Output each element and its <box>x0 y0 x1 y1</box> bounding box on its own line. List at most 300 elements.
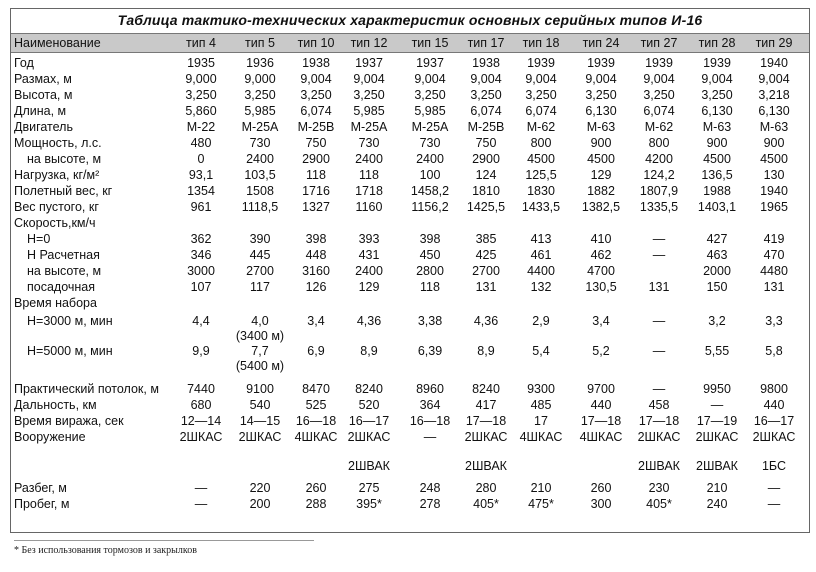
table-cell: 1937 <box>416 56 444 70</box>
table-cell: 3,250 <box>585 88 617 102</box>
table-cell: 6,130 <box>758 104 790 118</box>
table-cell: 2,9 <box>532 314 550 328</box>
table-cell: 7440 <box>187 382 215 396</box>
table-cell: 1935 <box>187 56 215 70</box>
table-cell: 680 <box>190 398 212 412</box>
header-type: тип 12 <box>350 36 388 50</box>
table-cell: — <box>710 398 724 412</box>
header-type: тип 29 <box>755 36 793 50</box>
table-cell: 2ШКАС <box>238 430 282 444</box>
table-cell: 413 <box>530 232 552 246</box>
row-label: Длина, м <box>14 104 67 118</box>
table-cell: М-63 <box>586 120 616 134</box>
row-label: Нагрузка, кг/м² <box>14 168 100 182</box>
row-label: Пробег, м <box>14 497 70 511</box>
table-cell: 12—14 <box>180 414 222 428</box>
table-cell: 800 <box>648 136 670 150</box>
table-cell: 2700 <box>472 264 500 278</box>
table-cell: 3,250 <box>353 88 385 102</box>
table-cell: 3000 <box>187 264 215 278</box>
table-cell: М-62 <box>526 120 556 134</box>
table-cell: 2ШВАК <box>465 459 507 473</box>
row-label: Скорость,км/ч <box>14 216 96 230</box>
table-cell: 136,5 <box>701 168 733 182</box>
table-row <box>11 264 809 279</box>
table-cell: 4,36 <box>356 314 382 328</box>
table-cell: — <box>652 344 666 358</box>
table-cell: 17 <box>534 414 548 428</box>
table-cell: — <box>767 497 781 511</box>
table-cell: 1354 <box>187 184 215 198</box>
table-cell: 17—18 <box>580 414 622 428</box>
table-cell: 288 <box>305 497 327 511</box>
table-cell: 17—18 <box>638 414 680 428</box>
table-cell: 16—17 <box>753 414 795 428</box>
table-row <box>11 344 809 373</box>
table-cell: 103,5 <box>244 168 276 182</box>
table-cell: 131 <box>763 280 785 294</box>
table-cell: 540 <box>249 398 271 412</box>
table-cell: 393 <box>358 232 380 246</box>
table-cell: 16—18 <box>409 414 451 428</box>
table-cell: 2900 <box>302 152 330 166</box>
table-cell: 2900 <box>472 152 500 166</box>
table-cell: М-62 <box>644 120 674 134</box>
table-row <box>11 296 809 311</box>
table-cell: 417 <box>475 398 497 412</box>
table-cell: 4500 <box>587 152 615 166</box>
table-cell: 4,0 <box>251 314 269 328</box>
table-cell: 3160 <box>302 264 330 278</box>
table-cell: 3,250 <box>414 88 446 102</box>
table-cell: 1965 <box>760 200 788 214</box>
table-cell: 3,250 <box>185 88 217 102</box>
table-cell: 448 <box>305 248 327 262</box>
table-cell: 9,004 <box>758 72 790 86</box>
table-row <box>11 200 809 215</box>
table-cell: 248 <box>419 481 441 495</box>
table-cell: 124 <box>475 168 497 182</box>
table-row <box>11 248 809 263</box>
table-cell: 525 <box>305 398 327 412</box>
table-cell: 130,5 <box>585 280 617 294</box>
table-cell: 5,860 <box>185 104 217 118</box>
table-cell: 9,9 <box>192 344 210 358</box>
table-cell: 240 <box>706 497 728 511</box>
table-cell: 480 <box>190 136 212 150</box>
table-cell: 16—18 <box>295 414 337 428</box>
table-cell: 1425,5 <box>466 200 506 214</box>
table-cell: 3,250 <box>470 88 502 102</box>
header-type: тип 27 <box>640 36 678 50</box>
table-cell: 2400 <box>355 264 383 278</box>
table-cell: 5,8 <box>765 344 783 358</box>
table-cell: 2ШВАК <box>638 459 680 473</box>
table-cell: 2700 <box>246 264 274 278</box>
table-cell: 4,36 <box>473 314 499 328</box>
table-cell: 9,000 <box>185 72 217 86</box>
table-cell: 4ШКАС <box>579 430 623 444</box>
table-row <box>11 136 809 151</box>
table-cell: 431 <box>358 248 380 262</box>
table-cell: 2ШКАС <box>752 430 796 444</box>
table-cell: 4500 <box>703 152 731 166</box>
table-cell: 230 <box>648 481 670 495</box>
table-cell: 475* <box>528 497 554 511</box>
table-cell: М-25В <box>467 120 505 134</box>
table-row <box>11 72 809 87</box>
table-cell: 129 <box>358 280 380 294</box>
row-label: Дальность, км <box>14 398 97 412</box>
table-cell: 520 <box>358 398 380 412</box>
table-cell: 210 <box>706 481 728 495</box>
table-cell: 6,074 <box>300 104 332 118</box>
table-cell: 405* <box>646 497 672 511</box>
table-cell: 3,4 <box>592 314 610 328</box>
table-cell: 1988 <box>703 184 731 198</box>
table-cell: 1403,1 <box>697 200 737 214</box>
header-type: тип 28 <box>698 36 736 50</box>
row-label: Мощность, л.с. <box>14 136 102 150</box>
table-cell: М-63 <box>759 120 789 134</box>
table-title: Таблица тактико-технических характеристик основных серийных типов И-16 <box>117 12 703 28</box>
table-cell: 125,5 <box>525 168 557 182</box>
row-label: Двигатель <box>14 120 73 134</box>
table-cell: 131 <box>475 280 497 294</box>
row-label: Вооружение <box>14 430 86 444</box>
table-cell: 9,004 <box>470 72 502 86</box>
table-cell: 8470 <box>302 382 330 396</box>
table-cell: 6,9 <box>307 344 325 358</box>
table-cell: 390 <box>249 232 271 246</box>
table-cell: 118 <box>359 168 379 182</box>
table-cell: 425 <box>475 248 497 262</box>
table-cell: 1508 <box>246 184 274 198</box>
table-cell: М-25А <box>241 120 279 134</box>
table-cell: 9,004 <box>525 72 557 86</box>
table-row <box>11 414 809 429</box>
table-cell: М-63 <box>702 120 732 134</box>
table-cell: 2ШКАС <box>179 430 223 444</box>
table-cell: — <box>194 481 208 495</box>
table-cell: 445 <box>249 248 271 262</box>
row-label: Время набора <box>14 296 97 310</box>
table-row <box>11 184 809 199</box>
table-cell: 410 <box>590 232 612 246</box>
table-cell: 17—19 <box>696 414 738 428</box>
row-label: Время виража, сек <box>14 414 124 428</box>
table-cell: 450 <box>419 248 441 262</box>
table-cell: 5,4 <box>532 344 550 358</box>
table-cell: 3,38 <box>417 314 443 328</box>
header-name: Наименование <box>14 36 101 50</box>
table-row <box>11 216 809 231</box>
table-cell: 1118,5 <box>241 200 279 214</box>
table-cell: 3,218 <box>758 88 790 102</box>
table-cell: 9,000 <box>244 72 276 86</box>
table-cell: 1716 <box>302 184 330 198</box>
table-cell: 9,004 <box>353 72 385 86</box>
table-cell: 9,004 <box>701 72 733 86</box>
table-cell: 730 <box>249 136 271 150</box>
table-cell: 8240 <box>355 382 383 396</box>
table-cell: 4500 <box>527 152 555 166</box>
row-label: Размах, м <box>14 72 72 86</box>
row-label: Н=5000 м, мин <box>27 344 113 358</box>
table-cell: 3,250 <box>643 88 675 102</box>
table-cell: 440 <box>763 398 785 412</box>
table-cell: 300 <box>590 497 612 511</box>
table-cell: 398 <box>419 232 441 246</box>
table-cell: 117 <box>250 280 270 294</box>
table-row <box>11 56 809 71</box>
table-cell: 900 <box>590 136 612 150</box>
table-cell: 5,985 <box>244 104 276 118</box>
table-cell: 6,130 <box>585 104 617 118</box>
table-cell: 9300 <box>527 382 555 396</box>
header-type: тип 18 <box>522 36 560 50</box>
table-cell: — <box>652 314 666 328</box>
header-type: тип 24 <box>582 36 620 50</box>
table-cell: 470 <box>763 248 785 262</box>
table-row <box>11 481 809 496</box>
row-label: Год <box>14 56 34 70</box>
table-cell: 278 <box>419 497 441 511</box>
table-cell: 1937 <box>355 56 383 70</box>
table-cell: 362 <box>190 232 212 246</box>
table-cell: 2000 <box>703 264 731 278</box>
table-cell: 1458,2 <box>410 184 450 198</box>
table-cell: 210 <box>530 481 552 495</box>
table-cell: 427 <box>706 232 728 246</box>
table-cell: 1940 <box>760 56 788 70</box>
table-cell: 730 <box>358 136 380 150</box>
table-cell: 132 <box>530 280 552 294</box>
table-cell: 130 <box>763 168 785 182</box>
table-cell: 107 <box>190 280 212 294</box>
table-row <box>11 382 809 397</box>
table-cell: 1830 <box>527 184 555 198</box>
table-cell: 1327 <box>302 200 330 214</box>
table-cell: 118 <box>306 168 326 182</box>
table-cell: 124,2 <box>643 168 675 182</box>
table-cell: 260 <box>305 481 327 495</box>
table-cell: 8240 <box>472 382 500 396</box>
table-cell-note: (3400 м) <box>235 329 285 343</box>
table-cell: — <box>652 248 666 262</box>
table-row <box>11 88 809 103</box>
table-cell: 1156,2 <box>411 200 449 214</box>
table-cell: 260 <box>590 481 612 495</box>
table-cell: 462 <box>590 248 612 262</box>
table-cell: 1335,5 <box>639 200 679 214</box>
table-cell: 2ШВАК <box>696 459 738 473</box>
table-cell: — <box>652 382 666 396</box>
table-row <box>11 232 809 247</box>
table-cell: 5,55 <box>704 344 730 358</box>
table-cell: 129 <box>590 168 612 182</box>
table-cell: 16—17 <box>348 414 390 428</box>
header-type: тип 15 <box>411 36 449 50</box>
table-cell: М-25А <box>350 120 388 134</box>
header-type: тип 10 <box>297 36 335 50</box>
table-row <box>11 120 809 135</box>
table-cell: 385 <box>475 232 497 246</box>
table-cell: 730 <box>419 136 441 150</box>
table-cell: 9,004 <box>300 72 332 86</box>
table-cell: 2ШКАС <box>347 430 391 444</box>
table-cell: 9950 <box>703 382 731 396</box>
table-cell: 440 <box>590 398 612 412</box>
table-cell: 900 <box>763 136 785 150</box>
table-cell: 485 <box>530 398 552 412</box>
table-cell: — <box>652 232 666 246</box>
table-cell: 1433,5 <box>521 200 561 214</box>
table-cell: 14—15 <box>239 414 281 428</box>
row-label: Н=3000 м, мин <box>27 314 113 328</box>
table-cell: 131 <box>648 280 670 294</box>
table-cell: 5,985 <box>414 104 446 118</box>
table-cell: 5,985 <box>353 104 385 118</box>
table-row <box>11 152 809 167</box>
header-type: тип 4 <box>186 36 216 50</box>
table-cell: 2ШВАК <box>348 459 390 473</box>
table-cell: 1160 <box>355 200 383 214</box>
table-cell: 458 <box>648 398 670 412</box>
table-cell: 0 <box>197 152 205 166</box>
row-label: на высоте, м <box>27 152 102 166</box>
row-label: Н=0 <box>27 232 51 246</box>
table-cell: 900 <box>706 136 728 150</box>
table-cell: 3,250 <box>244 88 276 102</box>
table-cell: 1940 <box>760 184 788 198</box>
table-cell: 2800 <box>416 264 444 278</box>
table-cell: 1810 <box>472 184 500 198</box>
table-cell: 2ШКАС <box>695 430 739 444</box>
table-cell: М-22 <box>186 120 216 134</box>
table-cell: 1939 <box>703 56 731 70</box>
table-cell: 800 <box>530 136 552 150</box>
table-cell: 1718 <box>355 184 383 198</box>
table-cell: 17—18 <box>465 414 507 428</box>
table-cell: 1882 <box>587 184 615 198</box>
table-cell: 5,2 <box>592 344 610 358</box>
table-cell: 6,074 <box>525 104 557 118</box>
spec-table-frame <box>10 8 810 533</box>
table-cell: 9700 <box>587 382 615 396</box>
table-cell: 1939 <box>527 56 555 70</box>
table-row <box>11 459 809 474</box>
table-row <box>11 430 809 445</box>
row-label: Разбег, м <box>14 481 67 495</box>
table-row <box>11 104 809 119</box>
table-cell: 8,9 <box>477 344 495 358</box>
table-cell: 346 <box>190 248 212 262</box>
table-cell: 3,3 <box>765 314 783 328</box>
table-cell: 364 <box>419 398 441 412</box>
table-cell: 6,39 <box>417 344 443 358</box>
table-cell: 9800 <box>760 382 788 396</box>
header-type: тип 5 <box>245 36 275 50</box>
table-header-row <box>11 33 809 53</box>
table-cell: 463 <box>706 248 728 262</box>
table-cell: 8,9 <box>360 344 378 358</box>
table-cell: 7,7 <box>251 344 269 358</box>
table-cell: 3,250 <box>525 88 557 102</box>
footnote: * Без использования тормозов и закрылков <box>14 545 197 556</box>
row-label: Вес пустого, кг <box>14 200 99 214</box>
table-cell: 9,004 <box>414 72 446 86</box>
table-cell: 6,074 <box>470 104 502 118</box>
table-cell: 2ШКАС <box>464 430 508 444</box>
table-cell: 3,2 <box>708 314 726 328</box>
table-cell: 118 <box>420 280 440 294</box>
table-cell: 3,4 <box>307 314 325 328</box>
table-cell: 6,130 <box>701 104 733 118</box>
table-cell: 4400 <box>527 264 555 278</box>
table-cell: 280 <box>475 481 497 495</box>
table-cell: 2ШКАС <box>637 430 681 444</box>
table-cell: — <box>423 430 437 444</box>
table-cell: 3,250 <box>300 88 332 102</box>
header-type: тип 17 <box>467 36 505 50</box>
table-cell: 6,074 <box>643 104 675 118</box>
table-cell: 1807,9 <box>639 184 679 198</box>
table-row <box>11 314 809 343</box>
table-cell: М-25А <box>411 120 449 134</box>
table-cell: 8960 <box>416 382 444 396</box>
table-cell: 1936 <box>246 56 274 70</box>
table-cell: 100 <box>419 168 441 182</box>
table-cell: 1939 <box>587 56 615 70</box>
row-label: посадочная <box>27 280 96 294</box>
table-cell: 200 <box>249 497 271 511</box>
table-cell: 4500 <box>760 152 788 166</box>
table-cell: 4200 <box>645 152 673 166</box>
table-cell: 2400 <box>355 152 383 166</box>
table-cell: 395* <box>356 497 382 511</box>
table-cell: 275 <box>358 481 380 495</box>
row-label: Высота, м <box>14 88 73 102</box>
table-row <box>11 398 809 413</box>
row-label: Полетный вес, кг <box>14 184 113 198</box>
table-cell: 961 <box>190 200 212 214</box>
row-label: Н Расчетная <box>27 248 100 262</box>
table-row <box>11 497 809 512</box>
table-cell: 4,4 <box>192 314 210 328</box>
table-cell: 405* <box>473 497 499 511</box>
table-cell: 1939 <box>645 56 673 70</box>
table-cell: 1938 <box>302 56 330 70</box>
table-cell: 3,250 <box>701 88 733 102</box>
table-cell: 93,1 <box>188 168 214 182</box>
table-cell: 4480 <box>760 264 788 278</box>
table-cell: 126 <box>305 280 327 294</box>
table-cell: 4ШКАС <box>294 430 338 444</box>
table-cell: 1382,5 <box>581 200 621 214</box>
table-cell: 750 <box>475 136 497 150</box>
table-cell: 461 <box>530 248 552 262</box>
table-cell: 9,004 <box>585 72 617 86</box>
table-cell-note: (5400 м) <box>235 359 285 373</box>
table-cell: — <box>767 481 781 495</box>
table-cell: 419 <box>763 232 785 246</box>
table-cell: 1БС <box>761 459 787 473</box>
footnote-divider <box>14 540 314 541</box>
table-cell: 1938 <box>472 56 500 70</box>
table-cell: 398 <box>305 232 327 246</box>
row-label: на высоте, м <box>27 264 102 278</box>
